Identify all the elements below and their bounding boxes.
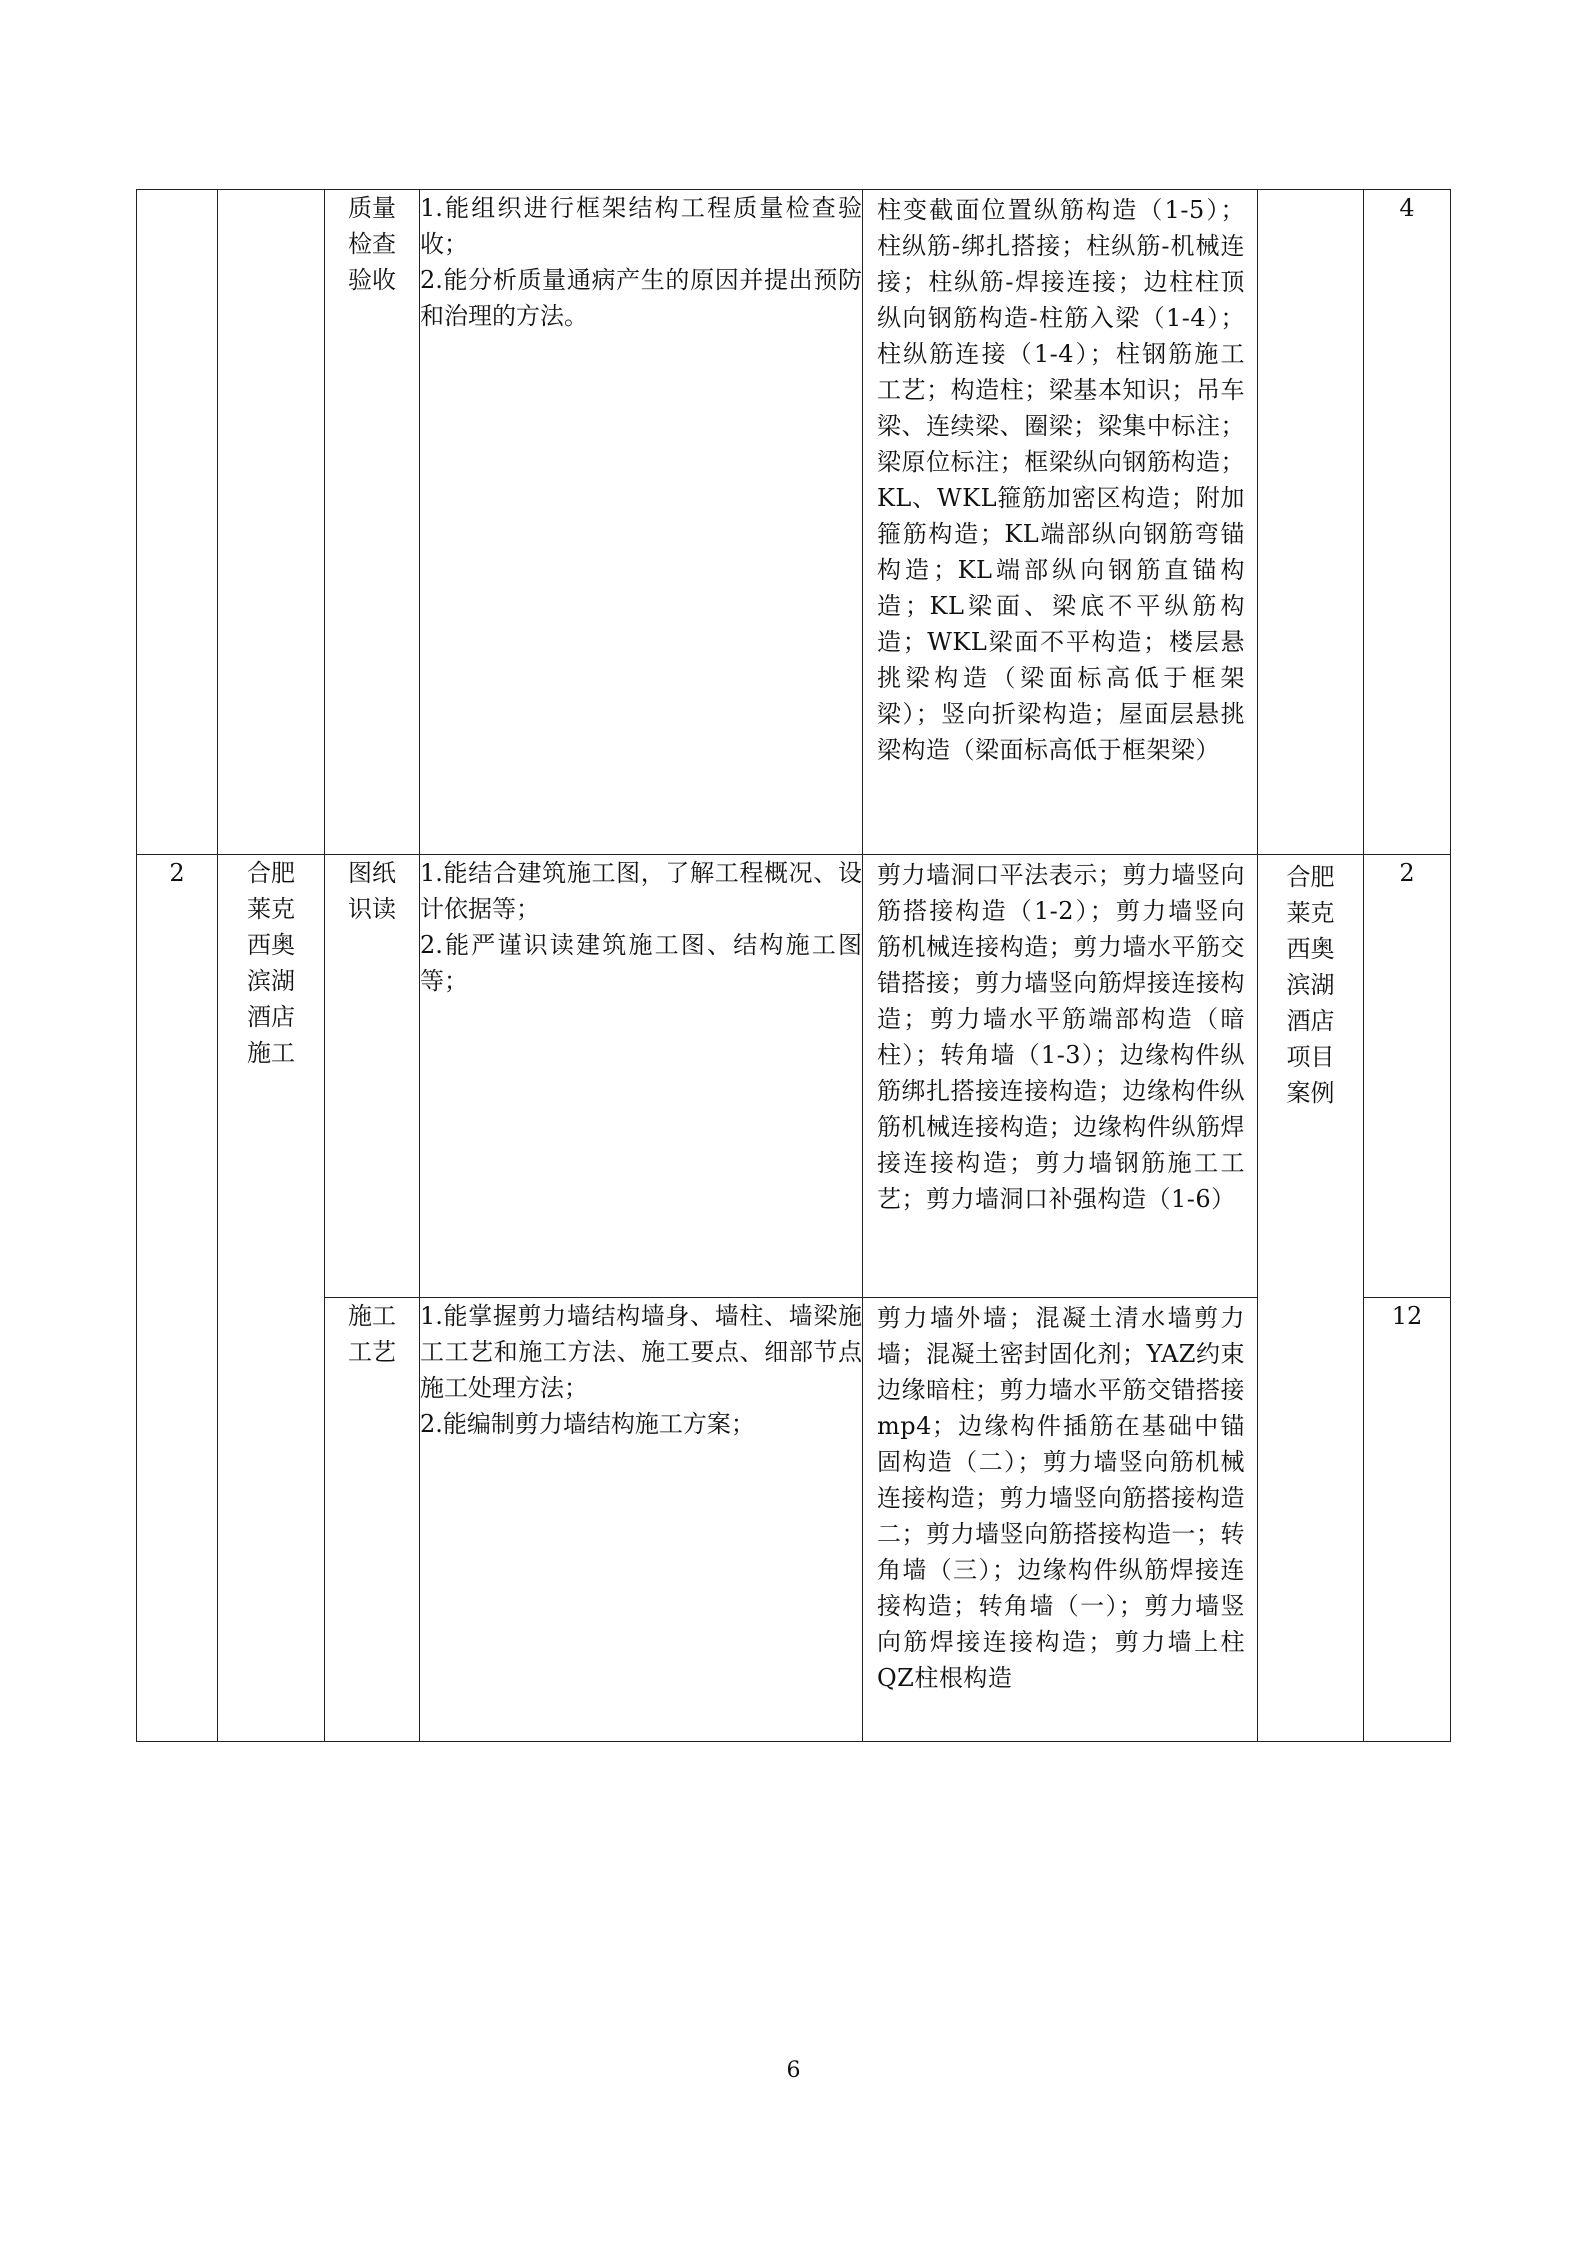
cell-num	[137, 190, 218, 855]
cell-requirements	[420, 1298, 863, 1742]
cell-content	[863, 855, 1258, 1298]
project-name: 合肥莱克西奥滨湖酒店施工	[247, 859, 295, 1067]
cell-content	[863, 1298, 1258, 1742]
content-text: 剪力墙外墙；混凝土清水墙剪力墙；混凝土密封固化剂；YAZ约束边缘暗柱；剪力墙水平筋交错搭接mp4；边缘构件插筋在基础中锚固构造（二）；剪力墙竖向筋机械连接构造；剪力墙竖向筋搭接构造二；剪力墙竖向筋搭接构造一；转角墙（三）；边缘构件纵筋焊接连接构造；转角墙（一）；剪力墙竖向筋焊接连接构造；剪力墙上柱QZ柱根构造	[877, 1304, 1245, 1692]
cell-task	[325, 190, 420, 855]
cell-task	[325, 855, 420, 1298]
cell-case	[1258, 190, 1364, 855]
content-text: 柱变截面位置纵筋构造（1-5）；柱纵筋-绑扎搭接；柱纵筋-机械连接；柱纵筋-焊接连接；边柱柱顶纵向钢筋构造-柱筋入梁（1-4）；柱纵筋连接（1-4）；柱钢筋施工工艺；构造柱；梁基本知识；吊车梁、连续梁、圈梁；梁集中标注；梁原位标注；框梁纵向钢筋构造；KL、WKL箍筋加密区构造；附加箍筋构造；KL端部纵向钢筋弯锚构造；KL端部纵向钢筋直锚构造；KL梁面、梁底不平纵筋构造；WKL梁面不平构造；楼层悬挑梁构造（梁面标高低于框架梁）；竖向折梁构造；屋面层悬挑梁构造（梁面标高低于框架梁）	[877, 196, 1245, 764]
cell-content	[863, 190, 1258, 855]
cell-project	[218, 855, 325, 1742]
cell-task	[325, 1298, 420, 1742]
hours-value: 4	[1399, 194, 1415, 222]
table-row	[137, 190, 1451, 855]
task-label: 图纸识读	[348, 859, 396, 923]
requirement-line: 1.能组织进行框架结构工程质量检查验收；	[420, 194, 862, 258]
task-label: 质量检查验收	[348, 194, 396, 294]
task-label: 施工工艺	[348, 1302, 396, 1366]
requirement-line: 2.能分析质量通病产生的原因并提出预防和治理的方法。	[420, 266, 862, 330]
hours-value: 2	[1399, 859, 1415, 887]
hours-value: 12	[1391, 1302, 1423, 1330]
content-text: 剪力墙洞口平法表示；剪力墙竖向筋搭接构造（1-2）；剪力墙竖向筋机械连接构造；剪力墙水平筋交错搭接；剪力墙竖向筋焊接连接构造；剪力墙水平筋端部构造（暗柱）；转角墙（1-3）；边缘构件纵筋绑扎搭接连接构造；边缘构件纵筋机械连接构造；边缘构件纵筋焊接连接构造；剪力墙钢筋施工工艺；剪力墙洞口补强构造（1-6）	[877, 861, 1245, 1213]
cell-hours	[1364, 855, 1451, 1298]
row-number: 2	[169, 859, 185, 887]
cell-project	[218, 190, 325, 855]
cell-requirements	[420, 855, 863, 1298]
cell-requirements	[420, 190, 863, 855]
requirement-line: 2.能严谨识读建筑施工图、结构施工图等；	[420, 931, 862, 995]
cell-case	[1258, 855, 1364, 1742]
requirement-line: 1.能结合建筑施工图，了解工程概况、设计依据等；	[420, 859, 862, 923]
requirement-line: 2.能编制剪力墙结构施工方案；	[420, 1410, 755, 1438]
cell-hours	[1364, 190, 1451, 855]
cell-hours	[1364, 1298, 1451, 1742]
case-name: 合肥莱克西奥滨湖酒店项目案例	[1286, 863, 1335, 1107]
course-table	[136, 189, 1451, 1742]
cell-num	[137, 855, 218, 1742]
table-row	[137, 855, 1451, 1298]
requirement-line: 1.能掌握剪力墙结构墙身、墙柱、墙梁施工工艺和施工方法、施工要点、细部节点施工处理方法；	[420, 1302, 862, 1402]
page-number: 6	[786, 2058, 801, 2083]
table-row	[137, 1298, 1451, 1742]
